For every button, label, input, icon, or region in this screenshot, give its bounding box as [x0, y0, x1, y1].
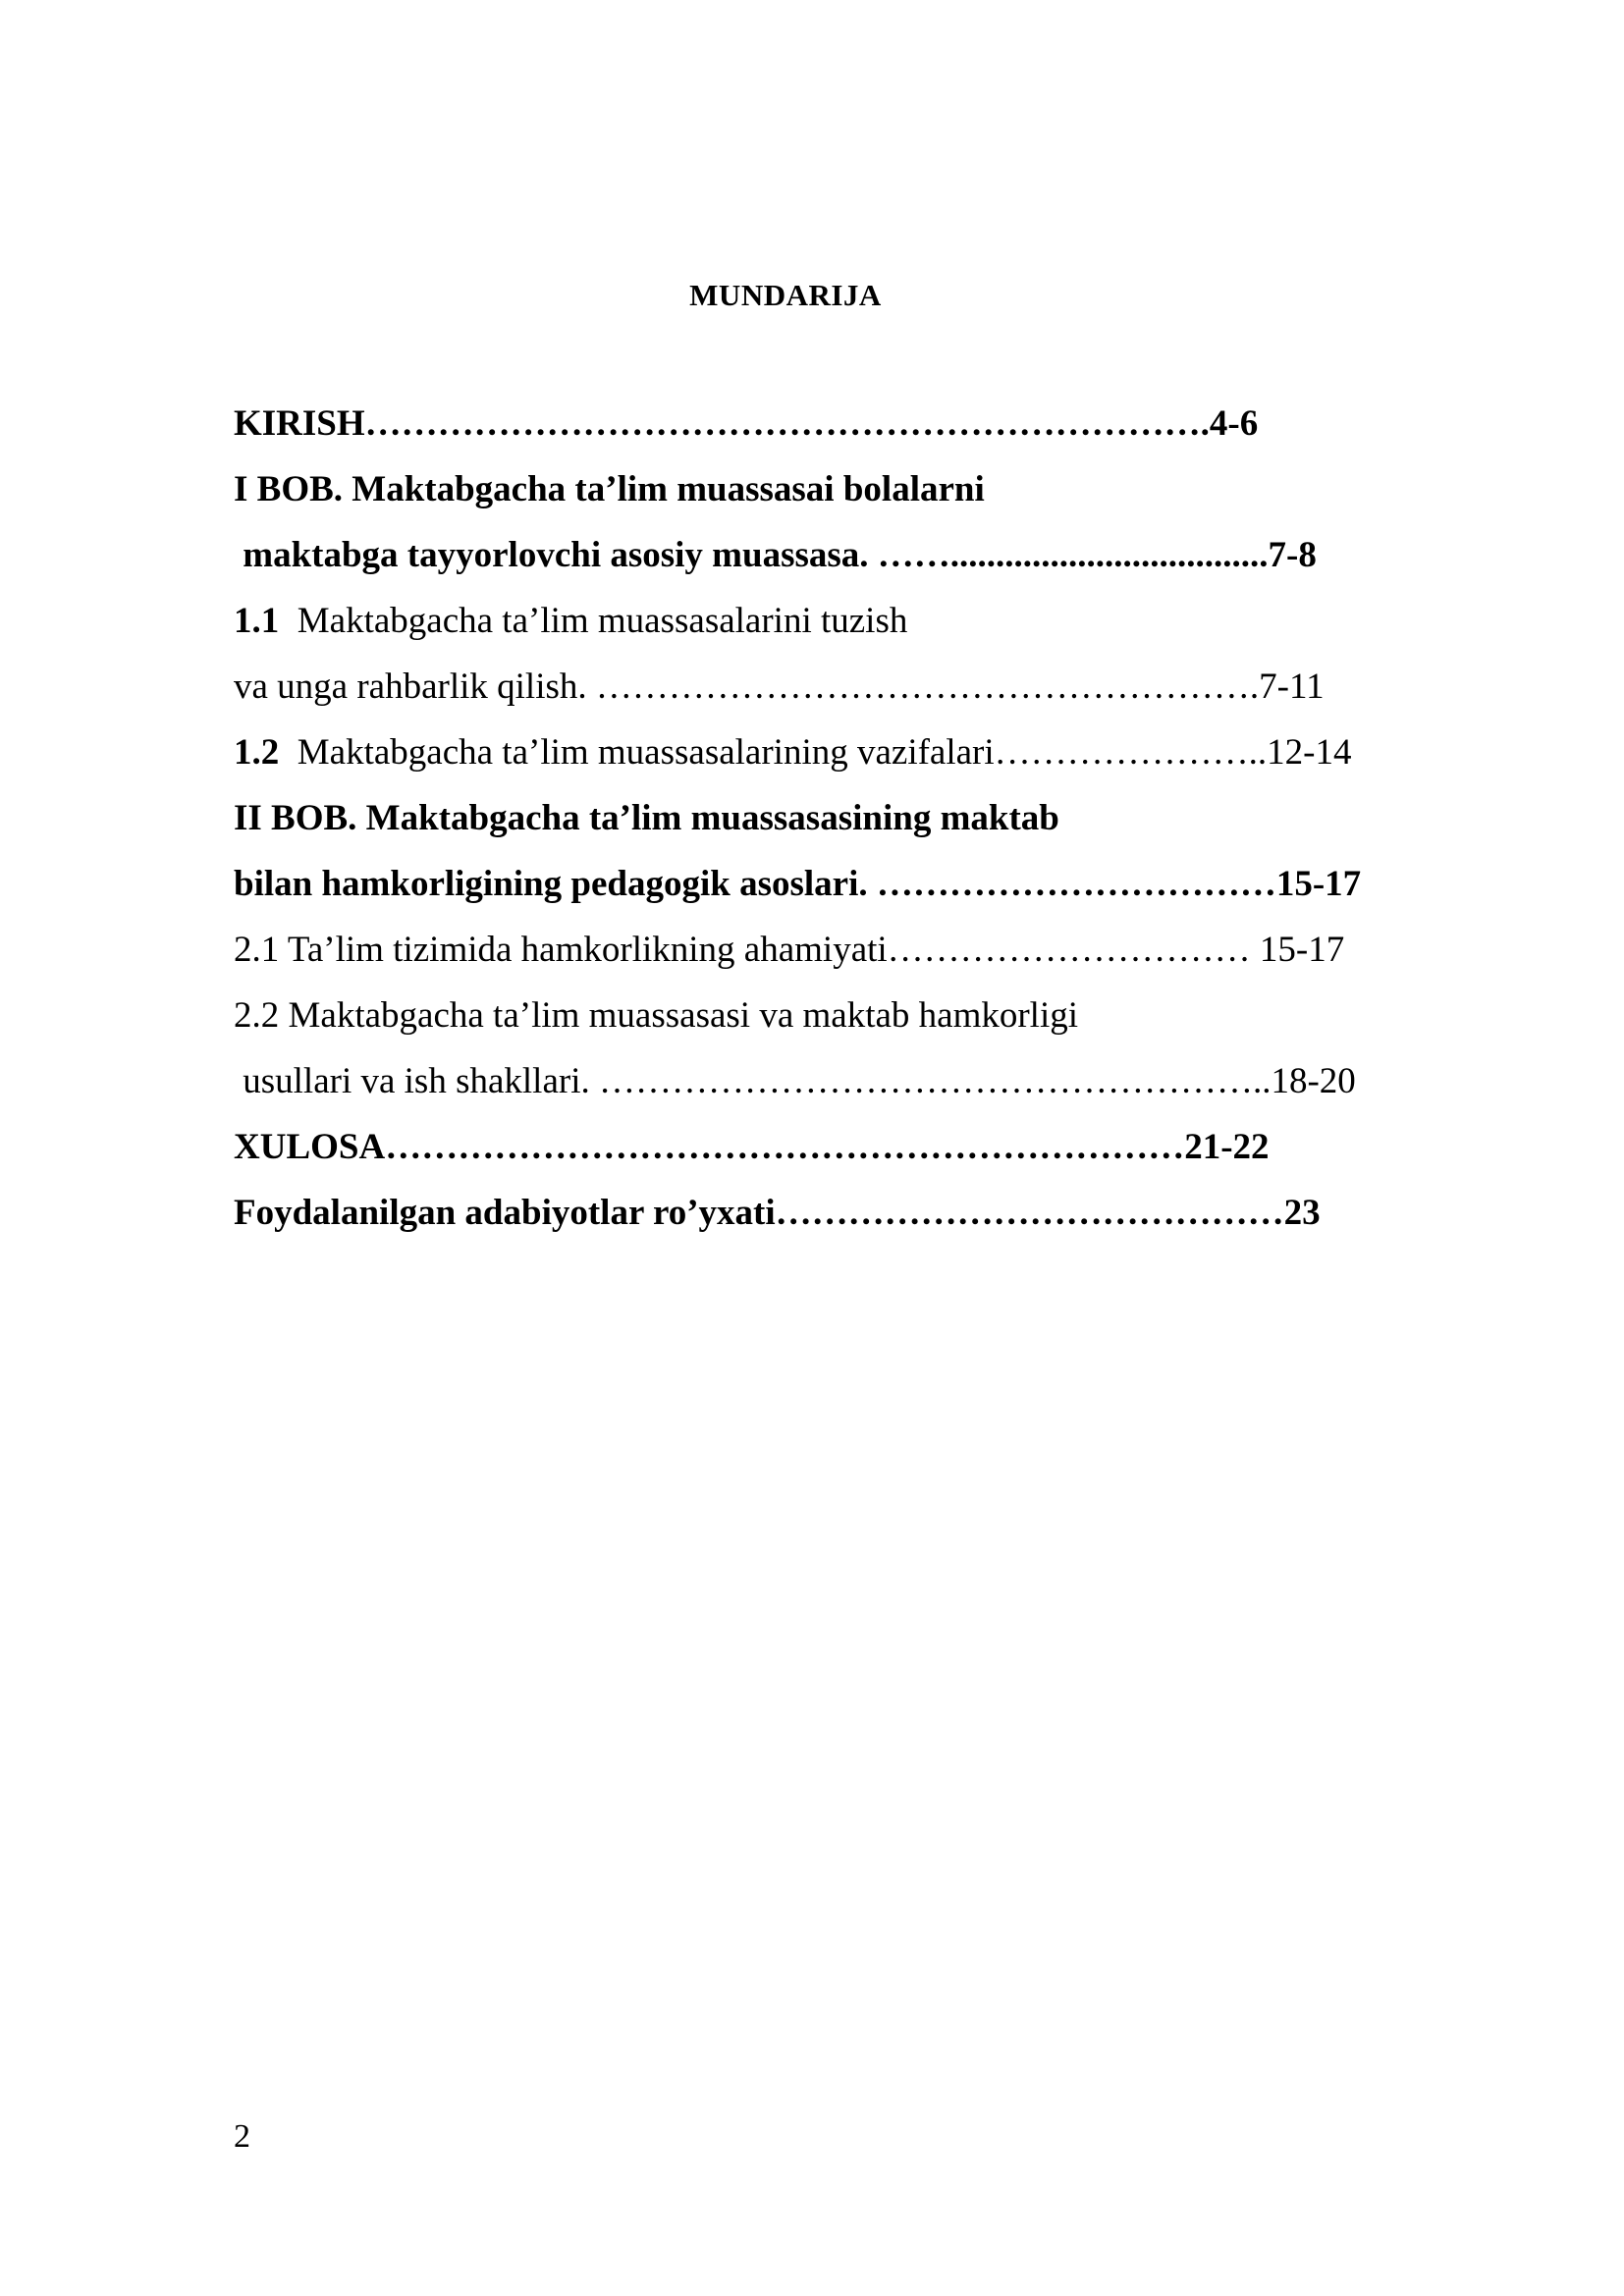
section-number: 1.2	[234, 732, 280, 773]
toc-entry-section-2-1: 2.1 Ta’lim tizimida hamkorlikning ahamiyati………………………… 15-17	[234, 930, 1345, 970]
section-title: Maktabgacha ta’lim muassasalarining vazifalari…………………..12-14	[279, 732, 1352, 773]
toc-entry-section-2-2-line-1: 2.2 Maktabgacha ta’lim muassasasi va maktab hamkorligi	[234, 995, 1079, 1036]
section-title: Maktabgacha ta’lim muassasalarini tuzish	[279, 601, 908, 641]
toc-entry-section-2-2-line-2: usullari va ish shakllari. ………………………………………………..18-20	[234, 1061, 1356, 1101]
section-number: 1.1	[234, 601, 280, 641]
toc-entry-section-1-2	[234, 731, 1351, 774]
toc-entry-bibliography: Foydalanilgan adabiyotlar ro’yxati……………………………………23	[234, 1193, 1321, 1233]
toc-entry-chapter-1-line-2: maktabga tayyorlovchi asosiy muassasa. ……...................................7-8	[234, 535, 1317, 575]
toc-entry-xulosa: XULOSA…………………………………………………………21-22	[234, 1127, 1270, 1167]
toc-entry-section-1-1-line-1	[234, 600, 907, 643]
page-number: 2	[234, 2118, 250, 2155]
toc-entry-chapter-1-line-1: I BOB. Maktabgacha ta’lim muassasai bolalarni	[234, 469, 985, 509]
page-title: MUNDARIJA	[689, 278, 882, 312]
toc-entry-chapter-2-line-1: II BOB. Maktabgacha ta’lim muassasasining maktab	[234, 798, 1059, 838]
toc-entry-chapter-2-line-2: bilan hamkorligining pedagogik asoslari. ……………………………15-17	[234, 864, 1362, 904]
toc-entry-kirish: KIRISH…………………………………………………………….4-6	[234, 403, 1259, 444]
toc-entry-section-1-1-line-2: va unga rahbarlik qilish. ……………………………………………….7-11	[234, 667, 1325, 707]
